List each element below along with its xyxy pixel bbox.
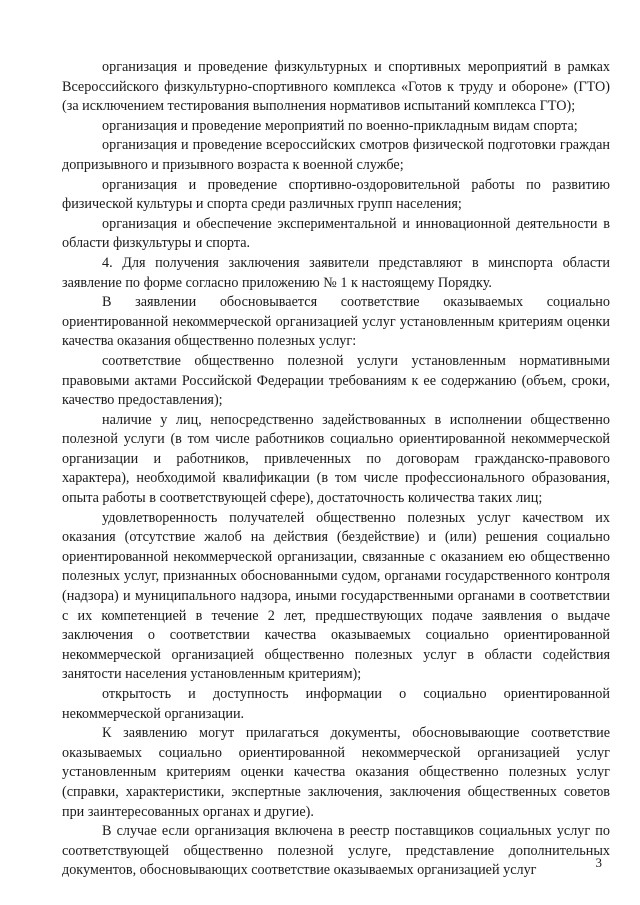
paragraph: соответствие общественно полезной услуги установленным нормативными правовыми актами Российской Федерации требованиям к ее содержанию (объем, сроки, качество предоставления);	[62, 352, 610, 409]
paragraph: организация и проведение спортивно-оздоровительной работы по развитию физической культуры и спорта среди различных групп населения;	[62, 176, 610, 213]
paragraph: удовлетворенность получателей общественно полезных услуг качеством их оказания (отсутствие жалоб на действия (бездействие) и (или) решения социально ориентированной некоммерческой организации, связанные с оказанием ею общественно полезных услуг, признанных обоснованными судом, органами государственного контроля (надзора) и муниципального надзора, иными государственными органами в соответствии с их компетенцией в течение 2 лет, предшествующих подаче заявления о выдаче заключения о соответствии качества оказываемых социально ориентированной некоммерческой организацией общественно полезных услуг в области содействия занятости населения установленным критериям);	[62, 509, 610, 683]
paragraph: В случае если организация включена в реестр поставщиков социальных услуг по соответствующей общественно полезной услуге, представление дополнительных документов, обосновывающих соответствие оказываемых организацией услуг	[62, 823, 610, 879]
page-number: 3	[595, 855, 602, 870]
paragraph: 4. Для получения заключения заявители представляют в минспорта области заявление по форме согласно приложению № 1 к настоящему Порядку.	[62, 254, 610, 291]
document-page	[62, 58, 610, 881]
paragraph: организация и проведение физкультурных и спортивных мероприятий в рамках Всероссийского физкультурно-спортивного комплекса «Готов к труду и обороне» (ГТО) (за исключением тестирования выполнения нормативов испытаний комплекса ГТО);	[62, 59, 610, 115]
paragraph: В заявлении обосновывается соответствие оказываемых социально ориентированной некоммерческой организацией услуг установленным критериям оценки качества оказания общественно полезных услуг:	[62, 294, 610, 350]
paragraph: К заявлению могут прилагаться документы, обосновывающие соответствие оказываемых социально ориентированной некоммерческой организацией услуг установленным критериям оценки качества оказания общественно полезных услуг (справки, характеристики, экспертные заключения, заключения общественных советов при заинтересованных органах и другие).	[62, 725, 610, 820]
paragraph: наличие у лиц, непосредственно задействованных в исполнении общественно полезной услуги (в том числе работников социально ориентированной некоммерческой организации и работников, привлеченных по договорам гражданско-правового характера), необходимой квалификации (в том числе профессионального образования, опыта работы в соответствующей сфере), достаточность количества таких лиц;	[62, 411, 610, 507]
paragraph: организация и проведение всероссийских смотров физической подготовки граждан допризывного и призывного возраста к военной службе;	[62, 137, 610, 173]
paragraph: организация и проведение мероприятий по военно-прикладным видам спорта;	[102, 117, 578, 134]
paragraph: открытость и доступность информации о социально ориентированной некоммерческой организации.	[62, 686, 610, 722]
paragraph: организация и обеспечение экспериментальной и инновационной деятельности в области физкультуры и спорта.	[62, 215, 610, 252]
